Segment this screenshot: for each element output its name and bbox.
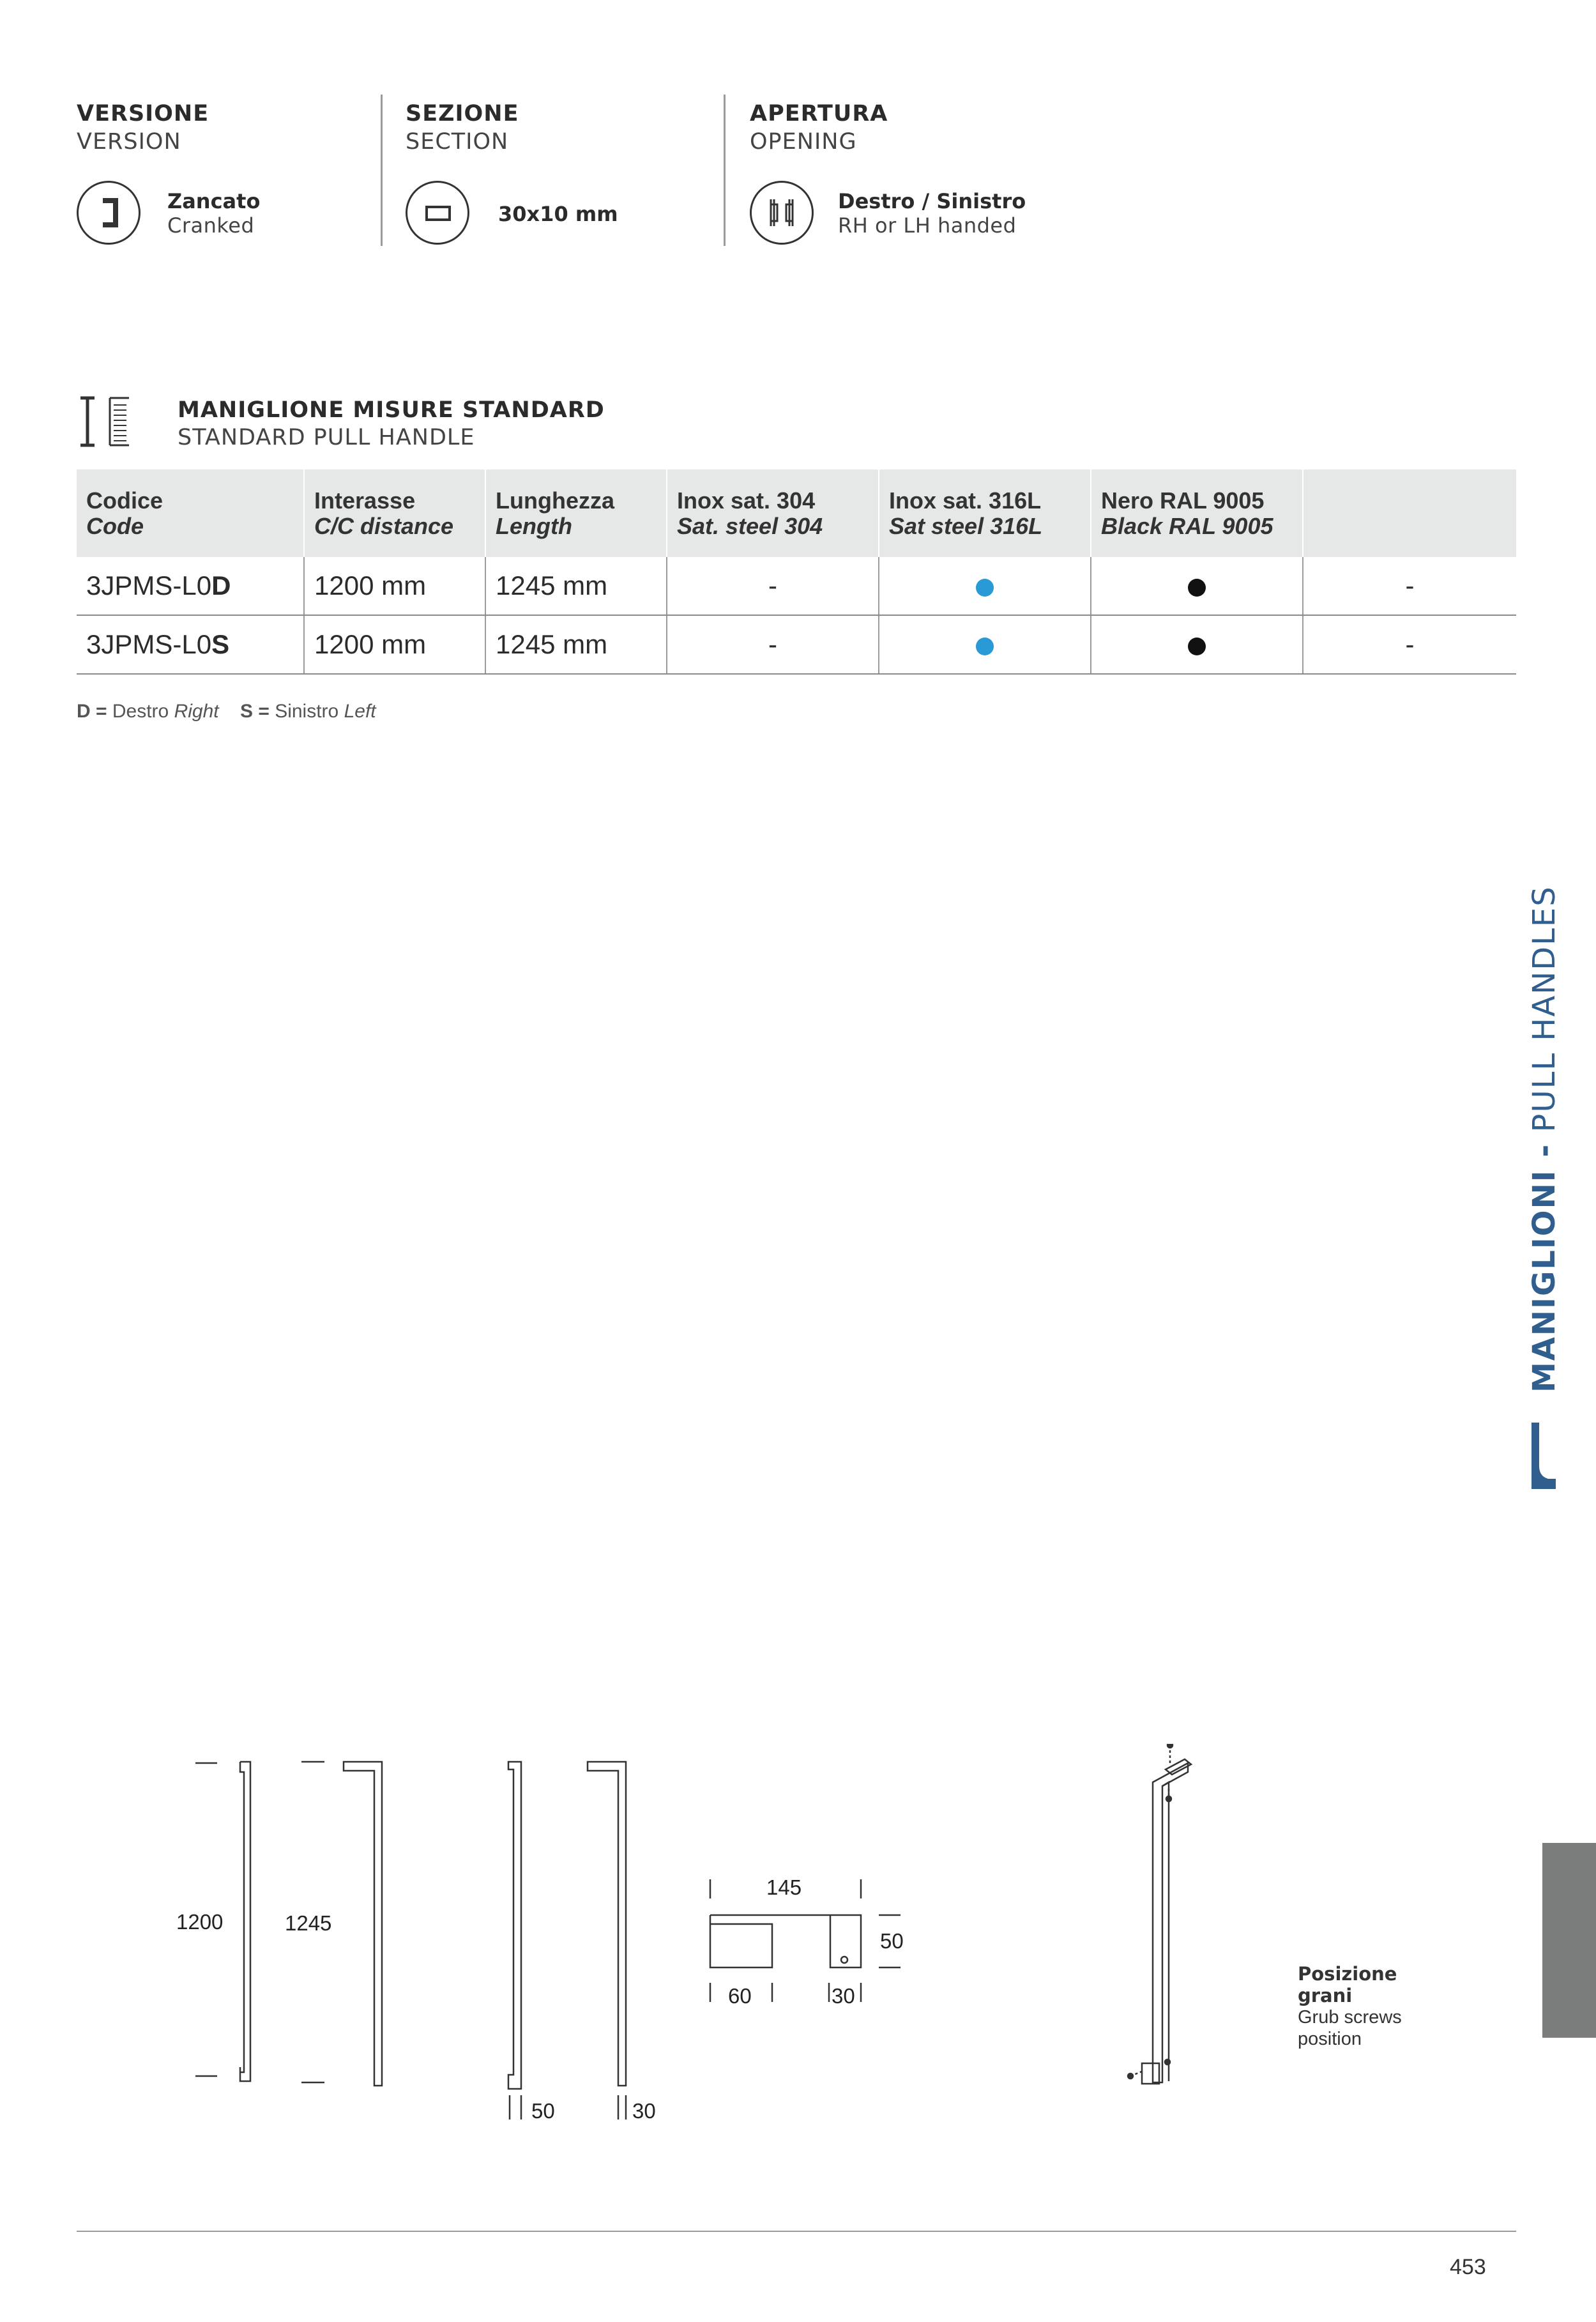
product-table (77, 470, 1516, 675)
version-value: Zancato (167, 189, 261, 213)
cell-inox316 (879, 615, 1091, 674)
col-header-cc: Interasse C/C distance (304, 470, 485, 557)
footer-divider (77, 2231, 1516, 2232)
attr-divider (724, 95, 726, 246)
version-value-sub: Cranked (167, 213, 255, 238)
section-header-title: MANIGLIONE MISURE STANDARD (178, 397, 605, 423)
dim-width-label: 30 (632, 2099, 656, 2123)
dim-50-label: 50 (880, 1929, 904, 1953)
col-header-code: Codice Code (77, 470, 304, 557)
cell-inox304: - (667, 615, 879, 674)
double-handle-icon (750, 181, 814, 245)
dim-length-label: 1245 (285, 1911, 332, 1935)
dim-30-label: 30 (832, 1984, 855, 2008)
section-tab (1542, 1843, 1596, 2038)
cell-extra: - (1303, 615, 1516, 674)
cell-code: 3JPMS-L0S (77, 615, 304, 674)
grub-screws-caption: Posizione grani Grub screws position (1298, 1963, 1402, 2049)
col-header-empty (1303, 470, 1516, 557)
cell-inox304: - (667, 557, 879, 615)
cell-length: 1245 mm (485, 615, 667, 674)
cell-black (1091, 615, 1303, 674)
rectangle-section-icon (406, 181, 469, 245)
code-legend: D = Destro Right S = Sinistro Left (77, 701, 376, 722)
col-header-inox304: Inox sat. 304 Sat. steel 304 (667, 470, 879, 557)
cell-inox316 (879, 557, 1091, 615)
dim-depth-label: 50 (531, 2099, 555, 2123)
cell-cc: 1200 mm (304, 615, 485, 674)
section-subtitle: SECTION (406, 129, 509, 155)
available-dot-black (1188, 638, 1206, 655)
opening-subtitle: OPENING (750, 129, 857, 155)
col-header-black: Nero RAL 9005 Black RAL 9005 (1091, 470, 1303, 557)
dim-60-label: 60 (728, 1984, 752, 2008)
table-row (77, 615, 1516, 674)
section-title: SEZIONE (406, 101, 519, 126)
cranked-handle-icon (77, 181, 141, 245)
available-dot-black (1188, 579, 1206, 597)
technical-drawing (172, 1744, 1258, 2140)
cell-length: 1245 mm (485, 557, 667, 615)
cell-extra: - (1303, 557, 1516, 615)
col-header-length: Lunghezza Length (485, 470, 667, 557)
table-row (77, 557, 1516, 615)
dim-cc-label: 1200 (176, 1910, 224, 1934)
opening-value: Destro / Sinistro (838, 189, 1026, 213)
cell-cc: 1200 mm (304, 557, 485, 615)
side-category-label: MANIGLIONI - PULL HANDLES (1526, 885, 1562, 1393)
cranked-handle-tab-icon (1528, 1421, 1560, 1492)
available-dot-blue (976, 638, 994, 655)
table-header-row (77, 470, 1516, 557)
page-number: 453 (1450, 2255, 1486, 2279)
opening-value-sub: RH or LH handed (838, 213, 1017, 238)
version-title: VERSIONE (77, 101, 209, 126)
dim-145-label: 145 (766, 1875, 802, 1899)
section-value: 30x10 mm (498, 202, 618, 226)
attr-divider (381, 95, 383, 246)
cell-code: 3JPMS-L0D (77, 557, 304, 615)
available-dot-blue (976, 579, 994, 597)
version-subtitle: VERSION (77, 129, 181, 155)
handle-measure-icon (77, 396, 134, 447)
cell-black (1091, 557, 1303, 615)
col-header-inox316: Inox sat. 316L Sat steel 316L (879, 470, 1091, 557)
section-header-subtitle: STANDARD PULL HANDLE (178, 425, 475, 450)
opening-title: APERTURA (750, 101, 888, 126)
